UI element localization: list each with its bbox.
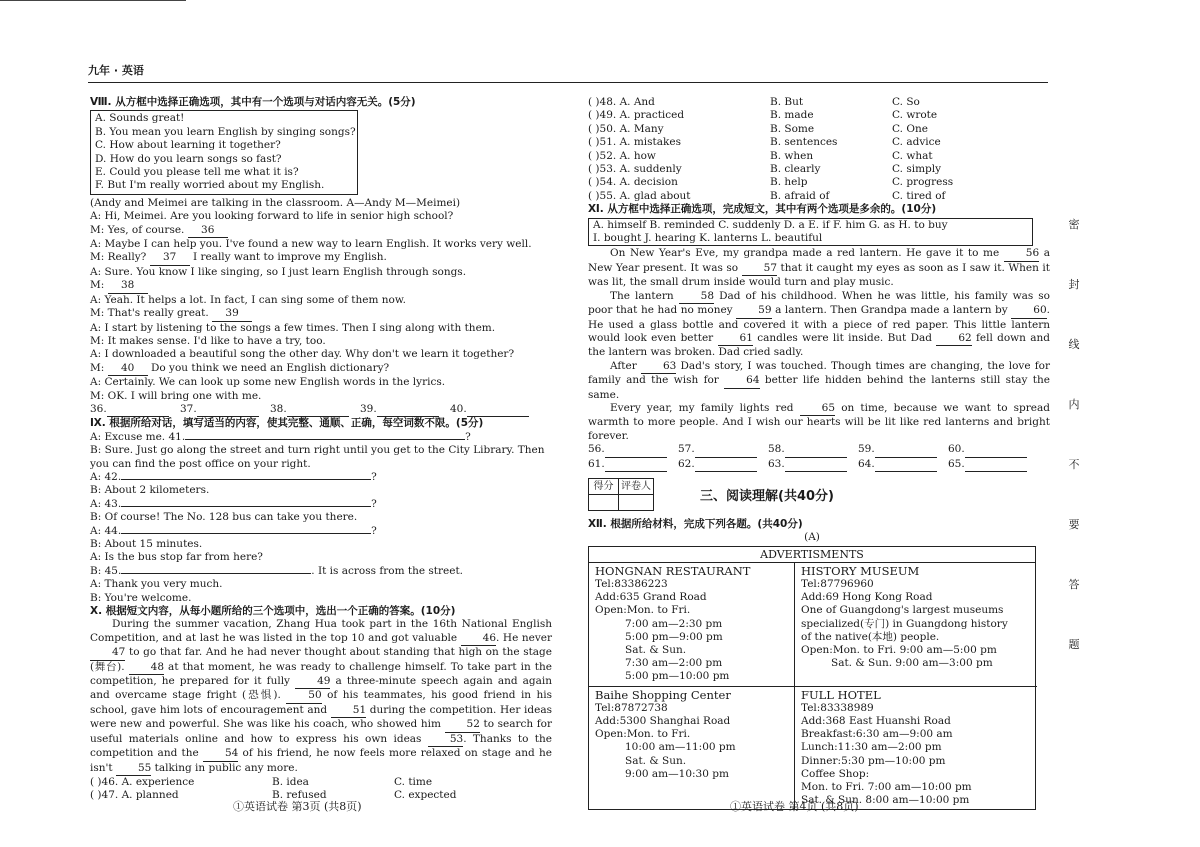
ad-title: HONGNAN RESTAURANT [595, 563, 751, 578]
dialog-line: A: Thank you very much. [90, 578, 223, 591]
answer-blank[interactable]: 56 [1004, 247, 1039, 261]
answer-slot[interactable]: 56. [588, 443, 678, 457]
option-item: A. Sounds great! [95, 112, 185, 125]
ad-line: Sat. & Sun. [625, 644, 687, 656]
answer-slot[interactable]: 63. [768, 458, 858, 472]
question-47: ( )47. A. planned B. refused C. expected [90, 789, 457, 802]
answer-blank[interactable]: 51 [331, 704, 366, 718]
section-12-title: Ⅻ. 根据所给材料，完成下列各题。(共40分) [588, 517, 803, 530]
answer-slot[interactable]: 64. [858, 458, 948, 472]
seal-character: 封 [1068, 278, 1080, 291]
footer-left: ①英语试卷 第3页 (共8页) [233, 800, 362, 813]
dialog-line: A: I downloaded a beautiful song the other day. Why don't we learn it together? [90, 348, 515, 361]
dialog-line: A: Maybe I can help you. I've found a new way to learn English. It works very well. [90, 238, 532, 251]
question-46: ( )46. A. experience B. idea C. time [90, 775, 433, 788]
answer-blank[interactable]: 38 [108, 279, 148, 293]
right-column [588, 96, 1050, 810]
dialog-line: M: Really? 37 I really want to improve my English. [90, 251, 552, 265]
ad-line: 7:00 am—2:30 pm [625, 617, 723, 630]
ad-line: Dinner:5:30 pm—10:00 pm [801, 754, 946, 767]
section-11-answers-row-2 [588, 458, 1050, 472]
dialog-line: B: 45. . It is across from the street. [90, 564, 464, 577]
dialog-line: (Andy and Meimei are talking in the classroom. A—Andy M—Meimei) [90, 196, 461, 209]
dialog-line: B: Sure. Just go along the street and turn right until you get to the City Library. Then [90, 444, 545, 457]
advertisements-heading: ADVERTISMENTS [589, 547, 1035, 563]
section-11-title: Ⅺ. 从方框中选择正确选项，完成短文，其中有两个选项是多余的。(10分) [588, 203, 937, 216]
section-8-option-box [90, 110, 358, 194]
option-item: F. But I'm really worried about my English. [95, 179, 325, 192]
answer-blank[interactable]: 62 [936, 332, 971, 346]
answer-blank[interactable]: 48 [129, 661, 164, 675]
ad-line: Open:Mon. to Fri. [595, 728, 691, 741]
dialog-line: A: Certainly. We can look up some new English words in the lyrics. [90, 376, 446, 389]
answer-blank[interactable]: 59 [736, 304, 771, 318]
dialog-line: A: Sure. You know I like singing, so I just learn English through songs. [90, 265, 467, 278]
answer-blank[interactable]: 61 [718, 332, 753, 346]
ad-line: 9:00 am—10:30 pm [625, 767, 729, 780]
ad-line: Open:Mon. to Fri. [595, 604, 691, 617]
ad-history-museum [794, 563, 1037, 687]
dialog-line: A: Excuse me. 41. ? [90, 430, 471, 443]
answer-slot[interactable]: 61. [588, 458, 678, 472]
section-11-para-2: The lantern 58 Dad of his childhood. When he was little, his family was so poor that he had no money 59 a lantern. Then Grandpa made a lantern by 60. He used a glass bottle and covered it with a piece of red paper. This little lantern would look even better 61 candles were lit inside. But Dad 62 fell down and the lantern was broken. Dad cried sadly. [588, 289, 1050, 359]
advertisements-box [588, 546, 1036, 811]
answer-blank[interactable]: 46 [461, 632, 496, 646]
grader-cell[interactable] [619, 494, 654, 510]
score-label: 得分 [589, 478, 619, 494]
seal-character: 答 [1068, 578, 1080, 591]
score-cell[interactable] [589, 494, 619, 510]
section-8-title: Ⅷ. 从方框中选择正确选项，其中有一个选项与对话内容无关。(5分) [90, 96, 416, 108]
section-8-answers [90, 403, 552, 417]
ad-baihe-shopping-center [589, 687, 794, 810]
answer-blank[interactable]: 50 [286, 689, 321, 703]
answer-slot[interactable]: 38. [270, 403, 360, 417]
question-50: ( )50. A. Many B. Some C. One [588, 122, 928, 135]
section-9-dialog [90, 431, 552, 605]
answer-slot[interactable]: 37. [180, 403, 270, 417]
left-column [90, 96, 552, 803]
page-header: 九年 · 英语 [88, 64, 144, 77]
answer-blank[interactable]: 57 [742, 262, 777, 276]
ad-line: Add:368 East Huanshi Road [801, 715, 951, 728]
word-box-line: A. himself B. reminded C. suddenly D. a E. if F. him G. as H. to buy [593, 218, 948, 231]
dialog-line: B: About 2 kilometers. [90, 484, 210, 497]
dialog-line: A: I start by listening to the songs a few times. Then I sing along with them. [90, 321, 496, 334]
answer-slot[interactable]: 65. [948, 458, 1038, 472]
dialog-line: M: It makes sense. I'd like to have a try, too. [90, 334, 326, 347]
section-12-subtitle: (A) [804, 531, 820, 544]
answer-blank[interactable]: 36 [188, 224, 228, 238]
answer-blank[interactable]: 55 [116, 762, 151, 776]
answer-slot[interactable]: 36. [90, 403, 180, 417]
dialog-line: A: 43. ? [90, 497, 377, 510]
question-49: ( )49. A. practiced B. made C. wrote [588, 109, 938, 122]
ad-line: Sat. & Sun. 8:00 am—10:00 pm [801, 794, 970, 807]
option-item: D. How do you learn songs so fast? [95, 152, 282, 165]
answer-blank[interactable]: 65 [800, 402, 835, 416]
question-52: ( )52. A. how B. when C. what [588, 149, 933, 162]
ad-hongnan-restaurant [589, 563, 794, 687]
answer-slot[interactable]: 57. [678, 443, 768, 457]
ad-line: Tel:87796960 [801, 577, 874, 590]
ad-line: Add:635 Grand Road [595, 591, 707, 604]
seal-character: 密 [1068, 218, 1080, 231]
ad-title: HISTORY MUSEUM [801, 563, 920, 578]
dialog-line: A: Is the bus stop far from here? [90, 551, 263, 564]
option-item: C. How about learning it together? [95, 139, 281, 152]
ad-line: specialized(专门) in Guangdong history [801, 617, 1008, 630]
ad-full-hotel [794, 687, 1037, 810]
ad-line: Add:69 Hong Kong Road [801, 591, 933, 604]
answer-blank[interactable]: 64 [724, 374, 759, 388]
answer-blank[interactable]: 39 [212, 307, 252, 321]
ad-title: Baihe Shopping Center [595, 687, 731, 702]
answer-slot[interactable]: 60. [948, 443, 1038, 457]
section-8-dialog [90, 197, 552, 403]
seal-character: 不 [1068, 458, 1080, 471]
answer-blank[interactable]: 52 [445, 718, 480, 732]
ad-title: FULL HOTEL [801, 687, 881, 702]
dialog-line: B: You're welcome. [90, 591, 192, 604]
section-11-word-box [588, 218, 1033, 247]
answer-slot[interactable]: 40. [450, 403, 540, 417]
seal-character: 线 [1068, 338, 1080, 351]
seal-character: 内 [1068, 398, 1080, 411]
section-11-para-3: After 63 Dad's story, I was touched. Though times are changing, the love for family and the wish for 64 better life hidden behind the lanterns still stay the same. [588, 359, 1051, 401]
dialog-line: M: That's really great. 39 [90, 307, 552, 321]
seal-character: 要 [1068, 518, 1080, 531]
part-3-title: 三、阅读理解(共40分) [700, 488, 834, 504]
ad-line: of the native(本地) people. [801, 630, 940, 643]
section-11-para-4: Every year, my family lights red 65 on time, because we want to spread warmth to more people. And I wish our hearts will be lit like red lanterns and bright forever. [588, 401, 1050, 442]
answer-slot[interactable]: 62. [678, 458, 768, 472]
section-9-title: Ⅸ. 根据所给对话，填写适当的内容，使其完整、通顺、正确，每空词数不限。(5分) [90, 417, 484, 430]
answer-blank[interactable]: 60 [1011, 304, 1046, 318]
option-item: E. Could you please tell me what it is? [95, 166, 299, 179]
ad-line: 7:30 am—2:00 pm [625, 657, 723, 670]
answer-blank[interactable] [121, 479, 371, 480]
answer-blank[interactable] [185, 439, 465, 440]
question-54: ( )54. A. decision B. help C. progress [588, 176, 954, 189]
answer-blank[interactable]: 63 [641, 360, 676, 374]
section-11-para-1: On New Year's Eve, my grandpa made a red lantern. He gave it to me 56 a New Year present. It was so 57 that it caught my eyes as soon as I saw it. When it was lit, the small drum inside would turn and play music. [588, 247, 1050, 289]
word-box-line: I. bought J. hearing K. lanterns L. beautiful [593, 232, 823, 245]
dialog-line: M: Yes, of course. 36 [90, 224, 552, 238]
ad-line: Coffee Shop: [801, 767, 870, 780]
ad-line: One of Guangdong's largest museums [801, 604, 1004, 617]
answer-blank[interactable]: 54 [203, 747, 238, 761]
score-area [588, 478, 1050, 518]
answer-slot[interactable]: 39. [360, 403, 450, 417]
ad-line: 10:00 am—11:00 pm [625, 741, 736, 754]
section-10-passage: During the summer vacation, Zhang Hua took part in the 16th National English Competition, and at last he was listed in the top 10 and got valuable 46. He never 47 to go that far. And he had never thought about standing that high on the stage (舞台). 48 at that moment, he was ready to challenge himself. To take part in the competition, he prepared for it fully 49 a three-minute speech again and again and overcame stage fright (恐惧). 50 of his teammates, his good friend in his school, gave him lots of encouragement and 51 during the competition. Her ideas were new and powerful. She was like his coach, who showed him 52 to search for useful materials online and how to express his own ideas 53. Thanks to the competition and the 54 of his friend, he now feels more relaxed on stage and he isn't 55 talking in public any more. [90, 618, 552, 775]
score-table [588, 478, 654, 511]
dialog-line: B: Of course! The No. 128 bus can take you there. [90, 511, 358, 524]
footer-right: ①英语试卷 第4页 (共8页) [730, 800, 859, 813]
dialog-line: A: Yeah. It helps a lot. In fact, I can sing some of them now. [90, 293, 406, 306]
question-55: ( )55. A. glad about B. afraid of C. tired of [588, 189, 946, 202]
dialog-line: A: 42. ? [90, 470, 377, 483]
ad-line: Add:5300 Shanghai Road [595, 715, 731, 728]
question-53: ( )53. A. suddenly B. clearly C. simply [588, 163, 942, 176]
question-list-48-55 [588, 96, 1050, 203]
ad-line: Sat. & Sun. [625, 754, 687, 767]
ad-line: Mon. to Fri. 7:00 am—10:00 pm [801, 781, 972, 794]
section-10-title: Ⅹ. 根据短文内容，从每小题所给的三个选项中，选出一个正确的答案。(10分) [90, 605, 456, 618]
top-edge-line [0, 0, 186, 1]
dialog-line: A: 44. ? [90, 524, 377, 537]
answer-slot[interactable]: 58. [768, 443, 858, 457]
answer-slot[interactable]: 59. [858, 443, 948, 457]
ad-line: 5:00 pm—10:00 pm [625, 670, 730, 683]
answer-blank[interactable]: 49 [295, 675, 330, 689]
answer-blank[interactable]: 40 [108, 362, 148, 376]
ad-line: Tel:83386223 [595, 577, 668, 590]
question-48: ( )48. A. And B. But C. So [588, 96, 920, 108]
grader-label: 评卷人 [619, 478, 654, 494]
dialog-line: M: OK. I will bring one with me. [90, 389, 262, 402]
dialog-line: you can find the post office on your right. [90, 457, 311, 470]
answer-blank[interactable] [121, 506, 371, 507]
dialog-line: A: Hi, Meimei. Are you looking forward to life in senior high school? [90, 210, 454, 223]
header-rule [88, 82, 1048, 83]
ad-line: Lunch:11:30 am—2:00 pm [801, 741, 942, 754]
answer-blank[interactable]: 53 [428, 733, 463, 747]
option-item: B. You mean you learn English by singing songs? [95, 125, 356, 138]
ad-line: Breakfast:6:30 am—9:00 am [801, 728, 953, 741]
answer-blank[interactable]: 37 [150, 251, 190, 265]
seal-line-notice [1066, 218, 1082, 698]
dialog-line: M: 38 [90, 279, 552, 293]
ad-line: Open:Mon. to Fri. 9:00 am—5:00 pm [801, 644, 997, 656]
answer-blank[interactable] [121, 533, 371, 534]
dialog-line: B: About 15 minutes. [90, 538, 203, 550]
dialog-line: M: 40 Do you think we need an English dictionary? [90, 362, 552, 376]
seal-character: 题 [1068, 638, 1080, 651]
question-51: ( )51. A. mistakes B. sentences C. advice [588, 136, 941, 149]
section-11-answers-row-1 [588, 443, 1050, 457]
ad-line: 5:00 pm—9:00 pm [625, 630, 723, 643]
ad-line: Sat. & Sun. 9:00 am—3:00 pm [831, 657, 993, 670]
answer-blank[interactable]: 58 [679, 290, 714, 304]
answer-blank[interactable]: 47 [90, 646, 125, 660]
ad-line: Tel:83338989 [801, 701, 874, 714]
answer-blank[interactable] [121, 573, 311, 574]
ad-line: Tel:87872738 [595, 701, 668, 714]
